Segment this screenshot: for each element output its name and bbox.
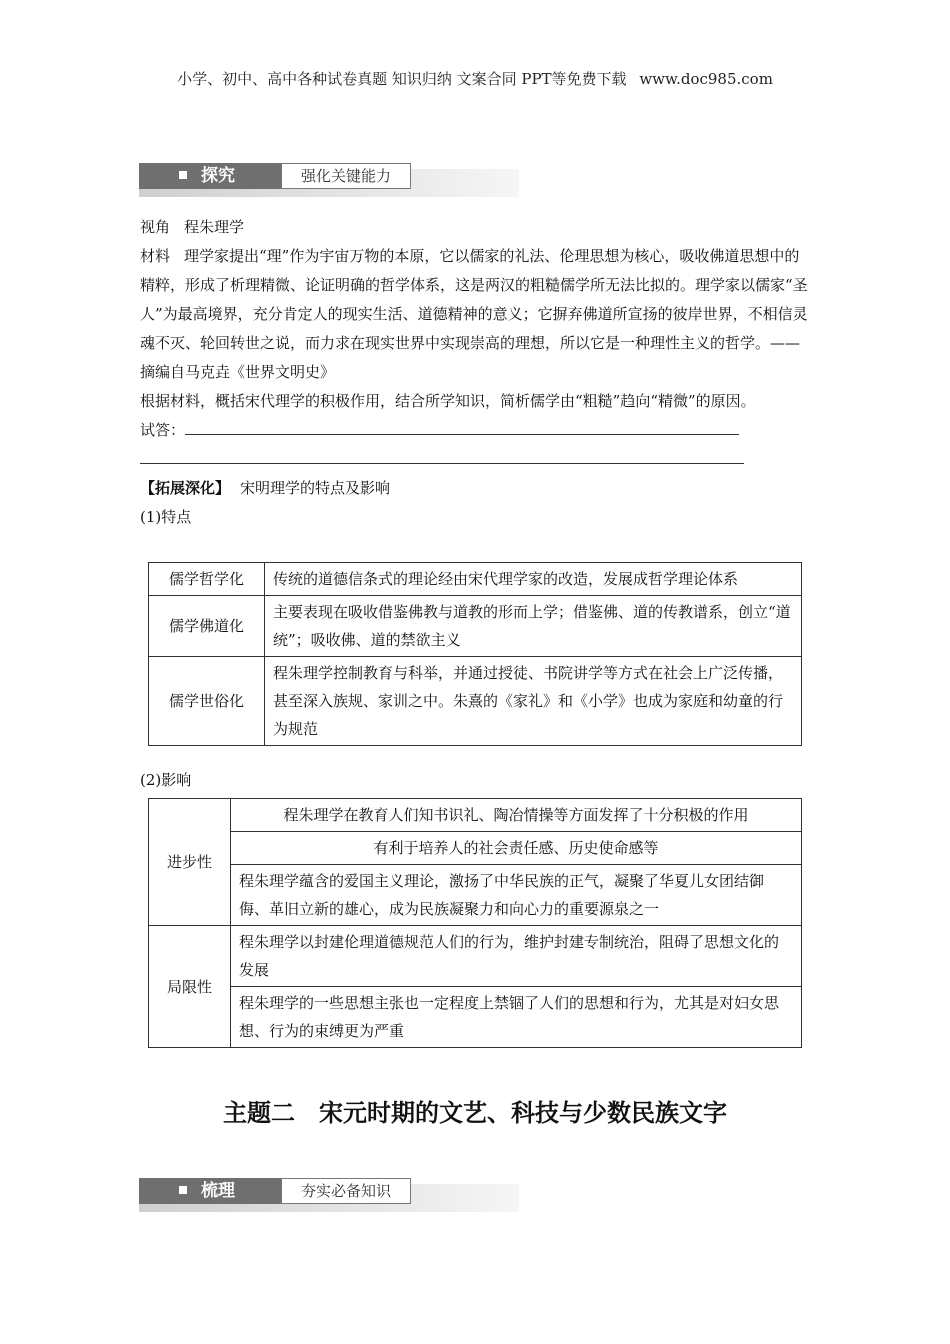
banner-title: 梳理 xyxy=(201,1181,235,1201)
banner-subtitle: 强化关键能力 xyxy=(281,163,411,189)
question-paragraph: 根据材料，概括宋代理学的积极作用，结合所学知识，简析儒学由“粗糙”趋向“精微”的原因。 xyxy=(140,392,756,410)
answer-line-1: 试答： xyxy=(140,416,812,445)
table-row: 进步性 程朱理学在教育人们知书识礼、陶冶情操等方面发挥了十分积极的作用 xyxy=(149,799,802,832)
answer-line-2 xyxy=(140,445,812,474)
features-heading: (1)特点 xyxy=(140,508,192,526)
influence-table xyxy=(148,798,802,1048)
section-banner-review xyxy=(139,1178,519,1212)
table-row: 程朱理学蕴含的爱国主义理论，激扬了中华民族的正气，凝聚了华夏儿女团结御侮、革旧立新的雄心，成为民族凝聚力和向心力的重要源泉之一 xyxy=(149,865,802,926)
viewpoint-line: 视角 程朱理学 xyxy=(140,218,245,236)
table-row: 程朱理学的一些思想主张也一定程度上禁锢了人们的思想和行为，尤其是对妇女思想、行为的束缚更为严重 xyxy=(149,987,802,1048)
table-row: 儒学佛道化 主要表现在吸收借鉴佛教与道教的形而上学；借鉴佛、道的传教谱系，创立“道统”；吸收佛、道的禁欲主义 xyxy=(149,596,802,657)
answer-blank[interactable] xyxy=(185,420,739,435)
features-table xyxy=(148,562,802,746)
square-icon xyxy=(179,1186,187,1194)
header-url: www.doc985.com xyxy=(639,70,773,88)
material-paragraph: 材料 理学家提出“理”作为宇宙万物的本原，它以儒家的礼法、伦理思想为核心，吸收佛道思想中的精粹，形成了析理精微、论证明确的哲学体系，这是两汉的粗糙儒学所无法比拟的。理学家以儒家“圣人”为最高境界，充分肯定人的现实生活、道德精神的意义；它摒弃佛道所宣扬的彼岸世界，不相信灵魂不灭、轮回转世之说，而力求在现实世界中实现崇高的理想，所以它是一种理性主义的哲学。——摘编自马克垚《世界文明史》 xyxy=(140,247,808,381)
banner-title: 探究 xyxy=(201,166,235,186)
table-row: 局限性 程朱理学以封建伦理道德规范人们的行为，维护封建专制统治，阻碍了思想文化的发展 xyxy=(149,926,802,987)
topic-title: 主题二 宋元时期的文艺、科技与少数民族文字 xyxy=(223,1099,727,1127)
influence-heading: (2)影响 xyxy=(140,771,192,789)
table-row: 有利于培养人的社会责任感、历史使命感等 xyxy=(149,832,802,865)
square-icon xyxy=(179,171,187,179)
material-block xyxy=(140,213,812,532)
expansion-heading: 【拓展深化】 宋明理学的特点及影响 xyxy=(140,479,391,497)
banner-subtitle: 夯实必备知识 xyxy=(281,1178,411,1204)
table-row: 儒学世俗化 程朱理学控制教育与科举，并通过授徒、书院讲学等方式在社会上广泛传播，甚至深入族规、家训之中。朱熹的《家礼》和《小学》也成为家庭和幼童的行为规范 xyxy=(149,657,802,746)
section-banner-explore xyxy=(139,163,519,197)
table-row: 儒学哲学化 传统的道德信条式的理论经由宋代理学家的改造，发展成哲学理论体系 xyxy=(149,563,802,596)
header-text: 小学、初中、高中各种试卷真题 知识归纳 文案合同 PPT等免费下载 xyxy=(177,70,627,88)
page-header xyxy=(0,68,950,89)
answer-blank[interactable] xyxy=(140,449,744,464)
